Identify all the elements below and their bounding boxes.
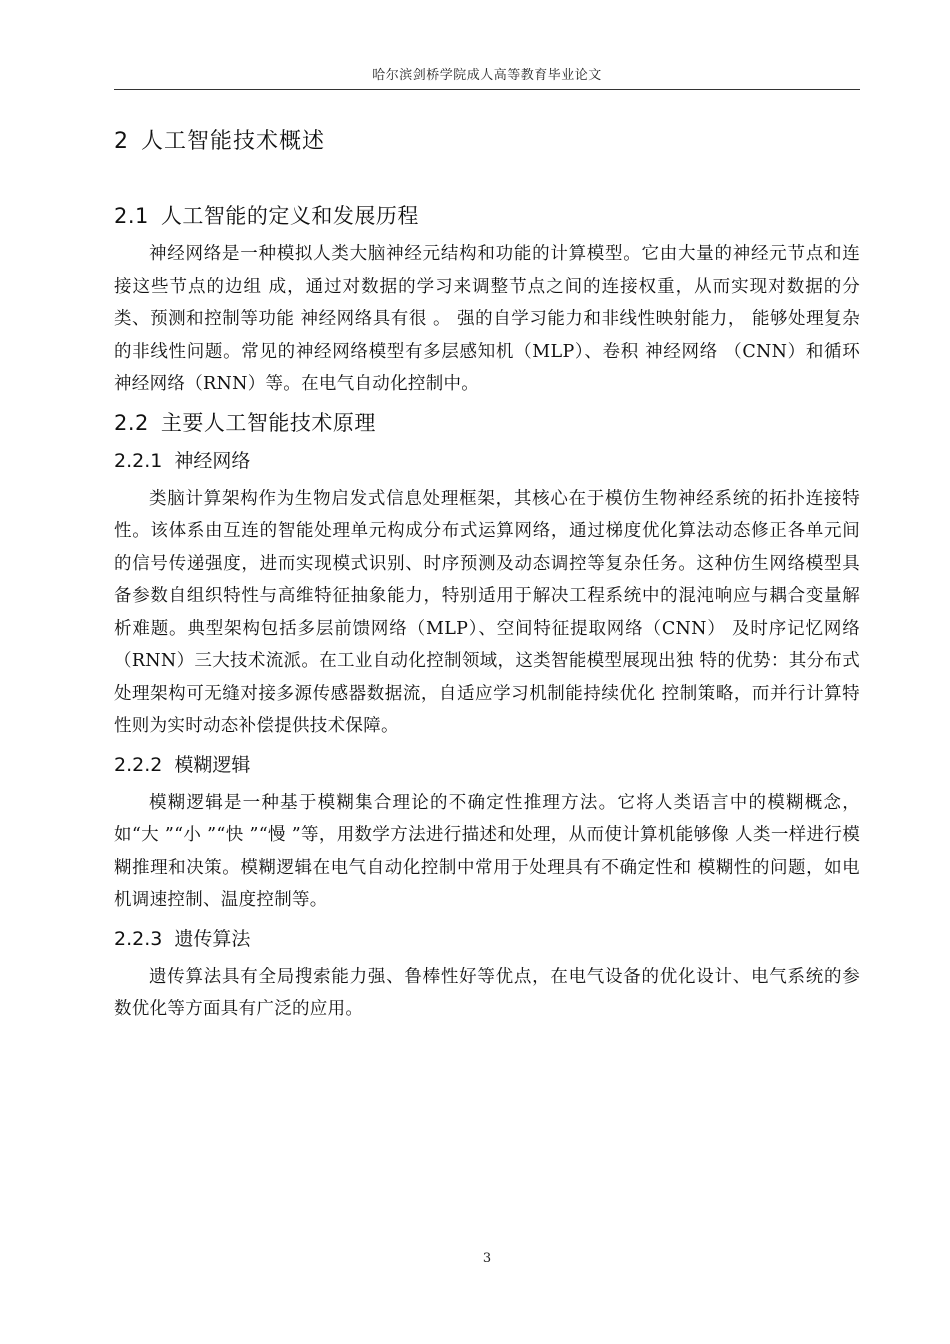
header-divider — [114, 89, 860, 90]
chapter-number: 2 — [114, 129, 129, 154]
subsection-heading-2-2-1 — [114, 445, 860, 477]
page-content — [114, 110, 860, 1032]
subsection-title: 神经网络 — [174, 449, 251, 472]
paragraph-2-1: 神经网络是一种模拟人类大脑神经元结构和功能的计算模型。它由大量的神经元节点和连接这些节点的边组 成，通过对数据的学习来调整节点之间的连接权重，从而实现对数据的分类、预测和控制等功能 神经网络具有很 。 强的自学习能力和非线性映射能力， 能够处理复杂的非线性问题。常见的神经网络模型有多层感知机（MLP）、卷积 神经网络 （CNN）和循环神经网络（RNN）等。在电气自动化控制中。 — [114, 244, 860, 394]
paragraph-2-2-2: 模糊逻辑是一种基于模糊集合理论的不确定性推理方法。它将人类语言中的模糊概念，如“大 ”“小 ”“快 ”“慢 ”等，用数学方法进行描述和处理，从而使计算机能够像 人类一样进行模糊推理和决策。模糊逻辑在电气自动化控制中常用于处理具有不确定性和 模糊性的问题，如电机调速控制、温度控制等。 — [114, 792, 860, 910]
paragraph-2-2-3: 遗传算法具有全局搜索能力强、鲁棒性好等优点，在电气设备的优化设计、电气系统的参数优化等方面具有广泛的应用。 — [114, 966, 860, 1019]
chapter-heading — [114, 126, 860, 158]
subsection-heading-2-2-2 — [114, 749, 860, 781]
subsection-title: 遗传算法 — [174, 927, 251, 950]
section-title: 人工智能的定义和发展历程 — [160, 204, 419, 228]
subsection-heading-2-2-3 — [114, 923, 860, 955]
section-heading-2-2 — [114, 407, 860, 439]
chapter-title: 人工智能技术概述 — [141, 129, 326, 154]
section-heading-2-1 — [114, 200, 860, 232]
subsection-number: 2.2.2 — [114, 753, 163, 776]
paragraph-2-2-1: 类脑计算架构作为生物启发式信息处理框架，其核心在于模仿生物神经系统的拓扑连接特性。该体系由互连的智能处理单元构成分布式运算网络，通过梯度优化算法动态修正各单元间的信号传递强度，进而实现模式识别、时序预测及动态调控等复杂任务。这种仿生网络模型具备参数自组织特性与高维特征抽象能力，特别适用于解决工程系统中的混沌响应与耦合变量解析难题。典型架构包括多层前馈网络（MLP）、空间特征提取网络（CNN） 及时序记忆网络（RNN）三大技术流派。在工业自动化控制领域，这类智能模型展现出独 特的优势：其分布式处理架构可无缝对接多源传感器数据流，自适应学习机制能持续优化 控制策略，而并行计算特性则为实时动态补偿提供技术保障。 — [114, 488, 860, 736]
running-header: 哈尔滨剑桥学院成人高等教育毕业论文 — [372, 68, 602, 83]
subsection-number: 2.2.1 — [114, 449, 163, 472]
page-number: 3 — [482, 1251, 492, 1266]
section-title: 主要人工智能技术原理 — [160, 410, 376, 435]
section-number: 2.2 — [114, 410, 149, 435]
section-number: 2.1 — [114, 204, 149, 228]
subsection-title: 模糊逻辑 — [174, 753, 251, 776]
subsection-number: 2.2.3 — [114, 927, 163, 950]
